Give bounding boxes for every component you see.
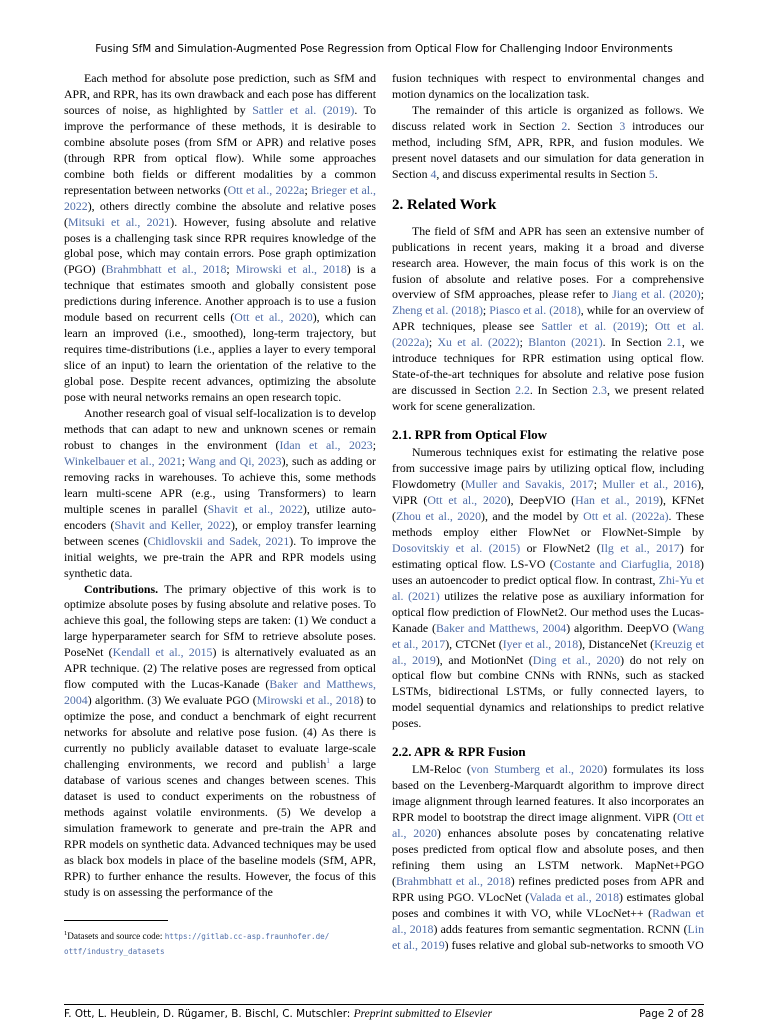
contributions-paragraph bbox=[64, 582, 376, 901]
paragraph: The field of SfM and APR has seen an extensive number of publications in recent years, making it a broad and diverse research area. However, the main focus of this work is on the fusion of absolute and relative poses. For a comprehensive overview of SfM approaches, please refer to Jiang et al. (2020); Zheng et al. (2018); Piasco et al. (2018), while for an overview of APR techniques, please see Sattler et al. (2019); Ott et al. (2022a); Xu et al. (2022); Blanton (2021). In Section 2.1, we introduce techniques for RPR estimation using optical flow. State-of-the-art techniques for absolute and relative pose fusion are discussed in Section 2.2. In Section 2.3, we present related work for scene generalization. bbox=[392, 223, 704, 414]
footnote bbox=[64, 927, 376, 959]
paragraph: fusion techniques with respect to environmental changes and motion dynamics on the localization task. bbox=[392, 71, 704, 101]
page-number: Page 2 of 28 bbox=[639, 1008, 704, 1020]
footnote-rule bbox=[64, 920, 168, 921]
subsection-heading-rpr: 2.1. RPR from Optical Flow bbox=[392, 427, 548, 443]
right-column bbox=[392, 71, 704, 954]
footnote-number: 1 bbox=[64, 930, 68, 937]
footnote-marker[interactable]: 1 bbox=[326, 757, 330, 766]
contributions-text-a: The primary objective of this work is to optimize absolute poses by fusing absolute and relative poses. To achieve this goal, the following steps are taken: (1) We conduct a large hyperparameter search for SfM to retrieve absolute poses. PoseNet (Kendall et al., 2015) is alternatively evaluated as an APR technique. (2) The relative poses are regressed from optical flow computed with the Lucas-Kanade (Baker and Matthews, 2004) algorithm. (3) We evaluate PGO (Mirowski et al., 2018) to optimize the pose, and conduct a benchmark of eight recurrent networks for absolute and relative pose fusion. (4) As there is currently no publicly available dataset to evaluate large-scale challenging environments, we record and publish bbox=[64, 581, 376, 771]
authors: F. Ott, L. Heublein, D. Rügamer, B. Bischl, C. Mutschler: bbox=[64, 1008, 354, 1020]
left-column bbox=[64, 71, 376, 901]
footer-rule bbox=[64, 1004, 704, 1005]
paragraph: Another research goal of visual self-localization is to develop methods that can adapt to new and unknown scenes or remain robust to changes in the environment (Idan et al., 2023; Winkelbauer et al., 2021; Wang and Qi, 2023), such as adding or removing racks in warehouses. To achieve this, some methods learn multi-scene APR (e.g., using Transformers) to learn multiple scenes in parallel (Shavit et al., 2022), utilize auto-encoders (Shavit and Keller, 2022), or employ transfer learning between scenes (Chidlovskii and Sadek, 2021). To improve the initial weights, we pre-train the APR and RPR models using synthetic data. bbox=[64, 406, 377, 580]
running-title: Fusing SfM and Simulation-Augmented Pose Regression from Optical Flow for Challenging Indoor Environments bbox=[95, 43, 673, 55]
footer-authors bbox=[64, 1008, 492, 1020]
paragraph: Numerous techniques exist for estimating the relative pose from successive image pairs by utilizing optical flow, including Flowdometry (Muller and Savakis, 2017; Muller et al., 2016), ViPR (Ott et al., 2020), DeepVIO (Han et al., 2019), KFNet (Zhou et al., 2020), and the model by Ott et al. (2022a). These methods employ either FlowNet or FlowNet-Simple by Dosovitskiy et al. (2015) or FlowNet2 (Ilg et al., 2017) for estimating optical flow. LS-VO (Costante and Ciarfuglia, 2018) uses an autoencoder to predict optical flow. In contrast, Zhi-Yu et al. (2021) utilizes the relative pose as auxiliary information for optical flow prediction of FlowNet2. Our method uses the Lucas-Kanade (Baker and Matthews, 2004) algorithm. DeepVO (Wang et al., 2017), CTCNet (Iyer et al., 2018), DistanceNet (Kreuzig et al., 2019), and MotionNet (Ding et al., 2020) do not rely on optical flow but combine CNNs with RNNs, such as stacked LSTMs, bidirectional LSTMs, or fully connected layers, to model sequential dynamics and relationships to predict relative poses. bbox=[392, 445, 705, 731]
footnote-url-2[interactable]: ottf/industry_datasets bbox=[64, 947, 165, 957]
contributions-text-b: a large database of various scenes and changes between scenes. This dataset is used to conduct experiments on the robustness of methods against volatile environments. (5) We develop a simulation framework to generate and pre-train the APR and RPR models on synthetic data. Advanced techniques may be used as black box models in place of the baseline models (SfM, APR, RPR) to further enhance the results. However, the focus of this study is on assessing the performance of the bbox=[64, 756, 376, 899]
section-heading-related-work: 2. Related Work bbox=[392, 196, 497, 213]
contributions-label: Contributions. bbox=[84, 581, 159, 596]
preprint-status: Preprint submitted to Elsevier bbox=[353, 1008, 493, 1020]
footnote-text: Datasets and source code: bbox=[67, 931, 165, 942]
subsection-heading-fusion: 2.2. APR & RPR Fusion bbox=[392, 744, 526, 760]
footnote-url-1[interactable]: https://gitlab.cc-asp.fraunhofer.de/ bbox=[164, 932, 330, 942]
paragraph: Each method for absolute pose prediction, such as SfM and APR, and RPR, has its own drawback and each pose has different sources of noise, as highlighted by Sattler et al. (2019). To improve the performance of these methods, it is desirable to combine absolute poses (from SfM or APR) and relative poses (through RPR from optical flow). While some approaches combine both fields or different modalities by a common representation between networks (Ott et al., 2022a; Brieger et al., 2022), others directly combine the absolute and relative poses (Mitsuki et al., 2021). However, fusing absolute and relative poses is a challenging task since RPR requires knowledge of the global pose, which may contain errors. Pose graph optimization (PGO) (Brahmbhatt et al., 2018; Mirowski et al., 2018) is a technique that estimates smooth and globally consistent pose predictions during inference. Another approach is to use a fusion module based on recurrent cells (Ott et al., 2020), which can learn an improved (i.e., smoothed), long-term trajectory, but requires time-distributions (i.e., applies a layer to every temporal slice of an input) to learn the orientation of the relative to the global pose. Despite recent advances, optimizing the absolute pose with neural networks remains an open research topic. bbox=[64, 71, 376, 405]
paragraph: LM-Reloc (von Stumberg et al., 2020) formulates its loss based on the Levenberg-Marquardt algorithm to improve direct image alignment through learned features. It also incorporates an RPR model to bootstrap the direct image alignment. ViPR (Ott et al., 2020) enhances absolute poses by concatenating relative poses predicted from optical flow and absolute poses, and then refining them using an LSTM network. MapNet+PGO (Brahmbhatt et al., 2018) refines predicted poses from APR and RPR using PGO. VLocNet (Valada et al., 2018) estimates global poses and combines it with VO, while VLocNet++ (Radwan et al., 2018) adds features from semantic segmentation. RCNN (Lin et al., 2019) fuses relative and global sub-networks to smooth VO bbox=[392, 762, 704, 952]
paragraph: The remainder of this article is organized as follows. We discuss related work in Section 2. Section 3 introduces our method, including SfM, APR, RPR, and fusion modules. We present novel datasets and our simulation for data generation in Section 4, and discuss experimental results in Section 5. bbox=[392, 102, 704, 181]
